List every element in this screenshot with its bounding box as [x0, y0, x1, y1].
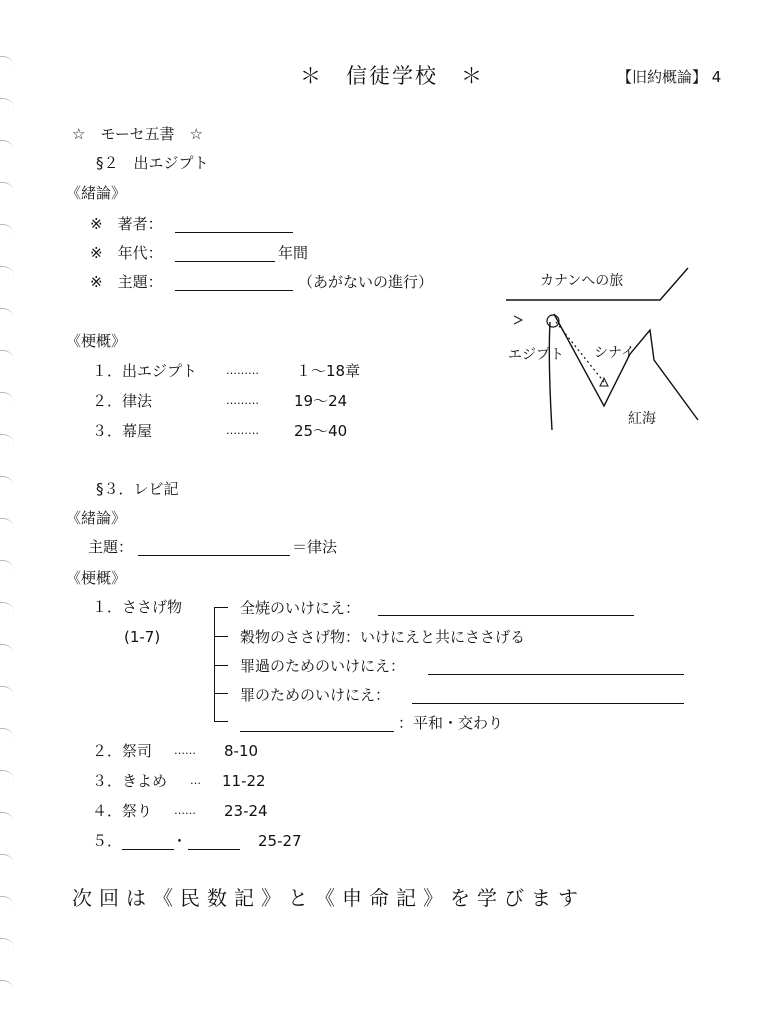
list-item-name: 出エジプト	[122, 362, 198, 380]
offering-label: 全焼のいけにえ：	[240, 599, 361, 617]
list-item-num: ４．	[92, 802, 123, 820]
list-item-range: 23-24	[224, 802, 268, 820]
exodus-summary-label: 《梗概》	[66, 332, 127, 350]
exodus-author-label: ※ 著者：	[90, 215, 163, 233]
offering-label: 罪過のためのいけにえ：	[240, 657, 406, 675]
leviticus-summary-label: 《梗概》	[66, 569, 127, 587]
list-item-name: 祭司	[122, 742, 153, 760]
footer-note: 次回は《民数記》と《申命記》を学びます	[72, 886, 585, 910]
offerings-heading: １．ささげ物	[92, 598, 183, 616]
exodus-heading: §２ 出エジプト	[96, 154, 209, 172]
exodus-era-blank[interactable]	[175, 261, 275, 262]
list-item-num: ３．	[92, 422, 123, 440]
list-item-range: 11-22	[222, 772, 266, 790]
map-label-sinai: シナイ	[594, 345, 636, 361]
offering-blank[interactable]	[428, 674, 684, 675]
course-label: 【旧約概論】 4	[617, 68, 722, 86]
exodus-theme-suffix: （あがないの進行）	[298, 273, 434, 291]
bracket-tick	[214, 693, 228, 694]
exodus-theme-blank[interactable]	[175, 290, 293, 291]
exodus-author-blank[interactable]	[175, 232, 293, 233]
leviticus-theme-label: 主題：	[88, 538, 134, 556]
offering-blank[interactable]	[412, 703, 684, 704]
bracket-tick	[214, 665, 228, 666]
offerings-range: (1-7)	[124, 628, 161, 646]
exodus-era-suffix: 年間	[278, 244, 309, 262]
leviticus-theme-suffix: ＝律法	[292, 538, 338, 556]
exodus-era-label: ※ 年代：	[90, 244, 163, 262]
list-item-range: 19～24	[294, 392, 348, 410]
list-item-num: ２．	[92, 392, 123, 410]
list-item-name: 律法	[122, 392, 153, 410]
offering-label: 穀物のささげ物：いけにえと共にささげる	[240, 628, 526, 646]
offerings-bracket	[214, 607, 215, 721]
list-item-num: １．	[92, 362, 123, 380]
offering-label: 罪のためのいけにえ：	[240, 686, 391, 704]
map-label-red-sea: 紅海	[628, 411, 656, 427]
offering-blank[interactable]	[240, 731, 394, 732]
offering-label: ：平和・交わり	[398, 714, 504, 732]
exodus-theme-label: ※ 主題：	[90, 273, 163, 291]
list-item-name: きよめ	[122, 772, 168, 790]
list-item-num: ２．	[92, 742, 123, 760]
map-label-egypt: エジプト	[508, 347, 564, 363]
list-item-dots: …	[190, 774, 201, 787]
list-item-dots: ……	[174, 744, 196, 757]
offering-blank[interactable]	[378, 615, 634, 616]
list-item-dots: ……	[174, 804, 196, 817]
list-item-range: 25～40	[294, 422, 348, 440]
section-title: ☆ モーセ五書 ☆	[72, 125, 203, 143]
list-item-name: 幕屋	[122, 422, 153, 440]
page-title: ＊ 信徒学校 ＊	[300, 64, 484, 88]
item5-blank-2[interactable]	[188, 849, 240, 850]
list-item-dots: ………	[226, 364, 259, 377]
list-item-num: ５．	[92, 832, 123, 850]
item5-blank-1[interactable]	[122, 849, 174, 850]
leviticus-intro-label: 《緒論》	[66, 509, 127, 527]
map-title: カナンへの旅	[540, 273, 624, 289]
bracket-tick	[214, 721, 228, 722]
bracket-tick	[214, 636, 228, 637]
list-item-num: ３．	[92, 772, 123, 790]
item5-separator: ・	[172, 832, 188, 850]
bracket-tick	[214, 607, 228, 608]
list-item-name: 祭り	[122, 802, 153, 820]
list-item-range: １～18章	[296, 362, 361, 380]
list-item-dots: ………	[226, 424, 259, 437]
list-item-dots: ………	[226, 394, 259, 407]
leviticus-heading: §３．レビ記	[96, 480, 179, 498]
list-item-range: 25-27	[258, 832, 302, 850]
exodus-intro-label: 《緒論》	[66, 184, 127, 202]
leviticus-theme-blank[interactable]	[138, 555, 290, 556]
list-item-range: 8-10	[224, 742, 259, 760]
